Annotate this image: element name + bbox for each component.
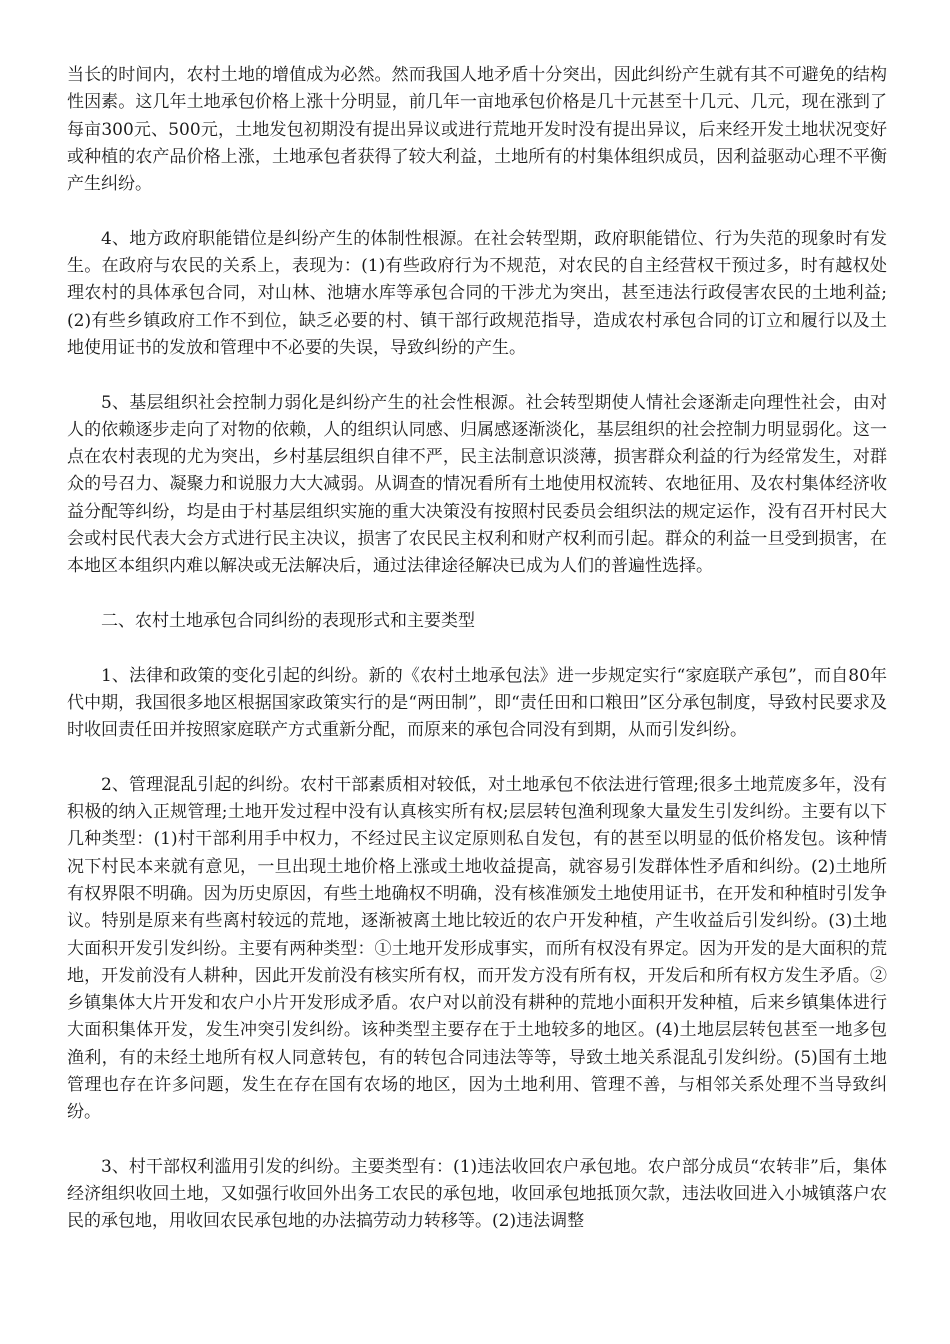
paragraph-type-3: 3、村干部权利滥用引发的纠纷。主要类型有：(1)违法收回农户承包地。农户部分成员“农转非”后，集体经济组织收回土地，又如强行收回外出务工农民的承包地，收回承包地抵顶欠款，违法收回进入小城镇落户农民的承包地，用收回农民承包地的办法搞劳动力转移等。(2)违法调整 [67, 1156, 887, 1232]
paragraph-type-1: 1、法律和政策的变化引起的纠纷。新的《农村土地承包法》进一步规定实行“家庭联产承包”，而自80年代中期，我国很多地区根据国家政策实行的是“两田制”，即“责任田和口粮田”区分承包制度，导致村民要求及时收回责任田并按照家庭联产方式重新分配，而原来的承包合同没有到期，从而引发纠纷。 [67, 665, 887, 741]
paragraph-point-5: 5、基层组织社会控制力弱化是纠纷产生的社会性根源。社会转型期使人情社会逐渐走向理性社会，由对人的依赖逐步走向了对物的依赖，人的组织认同感、归属感逐渐淡化，基层组织的社会控制力明显弱化。这一点在农村表现的尤为突出，乡村基层组织自律不严，民主法制意识淡薄，损害群众利益的行为经常发生，对群众的号召力、凝聚力和说服力大大减弱。从调查的情况看所有土地使用权流转、农地征用、及农村集体经济收益分配等纠纷，均是由于村基层组织实施的重大决策没有按照村民委员会组织法的规定运作，没有召开村民大会或村民代表大会方式进行民主决议，损害了农民民主权利和财产权利而引起。群众的利益一旦受到损害，在本地区本组织内难以解决或无法解决后，通过法律途径解决已成为人们的普遍性选择。 [67, 392, 887, 577]
paragraph-type-2: 2、管理混乱引起的纠纷。农村干部素质相对较低，对土地承包不依法进行管理;很多土地荒废多年，没有积极的纳入正规管理;土地开发过程中没有认真核实所有权;层层转包渔利现象大量发生引发纠纷。主要有以下几种类型：(1)村干部利用手中权力，不经过民主议定原则私自发包，有的甚至以明显的低价格发包。该种情况下村民本来就有意见，一旦出现土地价格上涨或土地收益提高，就容易引发群体性矛盾和纠纷。(2)土地所有权界限不明确。因为历史原因，有些土地确权不明确，没有核准颁发土地使用证书，在开发和种植时引发争议。特别是原来有些离村较远的荒地，逐渐被离土地比较近的农户开发种植，产生收益后引发纠纷。(3)土地大面积开发引发纠纷。主要有两种类型：①土地开发形成事实，而所有权没有界定。因为开发的是大面积的荒地，开发前没有人耕种，因此开发前没有核实所有权，而开发方没有所有权，开发后和所有权方发生矛盾。②乡镇集体大片开发和农户小片开发形成矛盾。农户对以前没有耕种的荒地小面积开发种植，后来乡镇集体进行大面积集体开发，发生冲突引发纠纷。该种类型主要存在于土地较多的地区。(4)土地层层转包甚至一地多包渔利，有的未经土地所有权人同意转包，有的转包合同违法等等，导致土地关系混乱引发纠纷。(5)国有土地管理也存在许多问题，发生在存在国有农场的地区，因为土地利用、管理不善，与相邻关系处理不当导致纠纷。 [67, 774, 887, 1123]
paragraph-point-4: 4、地方政府职能错位是纠纷产生的体制性根源。在社会转型期，政府职能错位、行为失范的现象时有发生。在政府与农民的关系上，表现为：(1)有些政府行为不规范，对农民的自主经营权干预过多，时有越权处理农村的具体承包合同，对山林、池塘水库等承包合同的干涉尤为突出，甚至违法行政侵害农民的土地利益;(2)有些乡镇政府工作不到位，缺乏必要的村、镇干部行政规范指导，造成农村承包合同的订立和履行以及土地使用证书的发放和管理中不必要的失误，导致纠纷的产生。 [67, 228, 887, 358]
paragraph-continuation: 当长的时间内，农村土地的增值成为必然。然而我国人地矛盾十分突出，因此纠纷产生就有其不可避免的结构性因素。这几年土地承包价格上涨十分明显，前几年一亩地承包价格是几十元甚至十几元、几元，现在涨到了每亩300元、500元，土地发包初期没有提出异议或进行荒地开发时没有提出异议，后来经开发土地状况变好或种植的农产品价格上涨，土地承包者获得了较大利益，土地所有的村集体组织成员，因利益驱动心理不平衡产生纠纷。 [67, 65, 887, 195]
section-heading-2: 二、农村土地承包合同纠纷的表现形式和主要类型 [101, 610, 475, 631]
document-page [67, 62, 887, 1263]
